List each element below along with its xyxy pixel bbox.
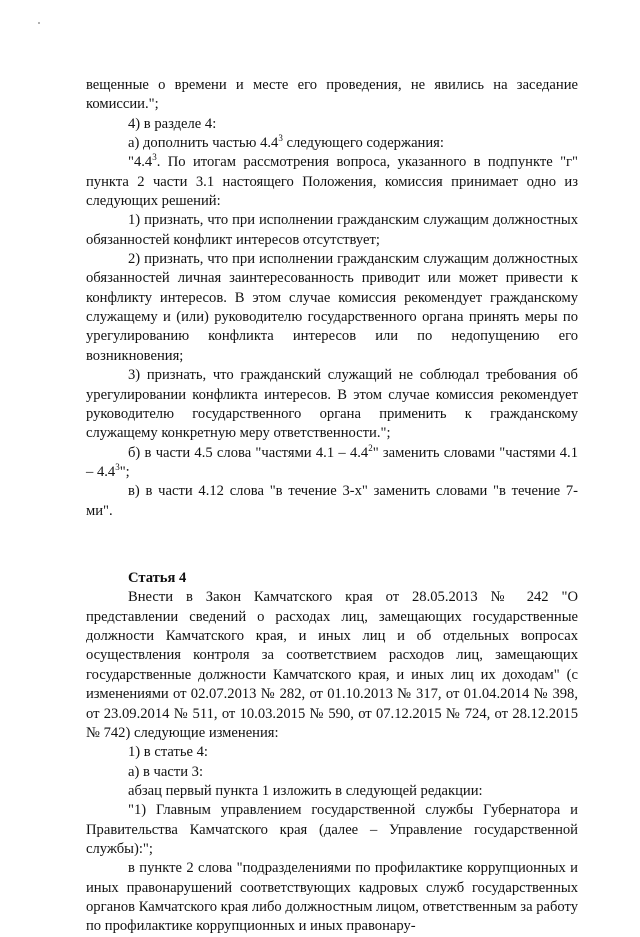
paragraph bbox=[86, 250, 578, 366]
paragraph bbox=[86, 763, 578, 782]
text-run: а) в части 3: bbox=[128, 763, 204, 780]
text-run: "; bbox=[119, 463, 130, 480]
paragraph bbox=[86, 76, 578, 115]
text-run: 2) признать, что при исполнении гражданским служащим должностных обязанностей личная заинтересованность приводит или может привести к конфликту интересов. В этом случае комиссия рекомендует гражданскому служащему и (или) руководителю государственного органа принять меры по урегулированию конфликта интересов или по недопущению его возникновения; bbox=[86, 251, 578, 364]
text-run: следующего содержания: bbox=[282, 135, 444, 152]
scan-speck bbox=[38, 22, 40, 24]
superscript: 3 bbox=[152, 152, 157, 163]
paragraph bbox=[86, 482, 578, 521]
paragraph bbox=[86, 366, 578, 443]
text-run: в) в части 4.12 слова "в течение 3-х" заменить словами "в течение 7-ми". bbox=[86, 483, 578, 519]
paragraph bbox=[86, 588, 578, 743]
text-run: Статья 4 bbox=[128, 570, 187, 587]
paragraph bbox=[86, 782, 578, 801]
text-run: вещенные о времени и месте его проведения, не явились на заседание комиссии."; bbox=[86, 77, 578, 113]
text-run: " заменить словами "частями 4.1 – 4.4 bbox=[86, 444, 579, 480]
text-run: "1) Главным управлением государственной службы Губернатора и Правительства Камчатского края (далее – Управление государственной службы):"; bbox=[86, 802, 578, 857]
paragraph bbox=[86, 134, 578, 153]
paragraph bbox=[86, 211, 578, 250]
paragraph bbox=[86, 859, 578, 936]
document-page bbox=[86, 76, 578, 937]
paragraph bbox=[86, 153, 578, 211]
superscript: 3 bbox=[278, 133, 283, 144]
paragraph bbox=[86, 115, 578, 134]
superscript: 2 bbox=[368, 442, 373, 453]
text-run: б) в части 4.5 слова "частями 4.1 – 4.4 bbox=[128, 444, 369, 461]
text-run: а) дополнить частью 4.4 bbox=[128, 135, 279, 152]
text-run: 4) в разделе 4: bbox=[128, 115, 217, 132]
paragraph bbox=[86, 444, 578, 483]
article-heading bbox=[86, 569, 578, 588]
section-gap bbox=[86, 536, 578, 555]
text-run: 1) в статье 4: bbox=[128, 744, 208, 761]
text-run: в пункте 2 слова "подразделениями по профилактике коррупционных и иных правонарушений соответствующих кадровых служб государственных органов Камчатского края либо должностным лицом, ответственным за работу по профилактике коррупционных и иных правонару- bbox=[86, 860, 578, 935]
text-run: 3) признать, что гражданский служащий не соблюдал требования об урегулировании конфликта интересов. В этом случае комиссия рекомендует руководителю государственного органа применить к гражданскому служащему конкретную меру ответственности."; bbox=[86, 367, 578, 442]
superscript: 3 bbox=[115, 462, 120, 473]
paragraph bbox=[86, 743, 578, 762]
text-run: 1) признать, что при исполнении гражданским служащим должностных обязанностей конфликт интересов отсутствует; bbox=[86, 212, 578, 248]
text-run: "4.4 bbox=[128, 154, 153, 171]
text-run: . По итогам рассмотрения вопроса, указанного в подпункте "г" пункта 2 части 3.1 настоящего Положения, комиссия принимает одно из следующих решений: bbox=[86, 154, 578, 210]
text-run: Внести в Закон Камчатского края от 28.05.2013 № 242 "О представлении сведений о расходах лиц, замещающих государственные должности Камчатского края, и иных лиц и об отдельных вопросах осуществления контроля за соответствием расходов лиц, замещающих государственные должности Камчатского края, и иных лиц их доходам" (с изменениями от 02.07.2013 № 282, от 01.10.2013 № 317, от 01.04.2014 № 398, от 23.09.2014 № 511, от 10.03.2015 № 590, от 07.12.2015 № 724, от 28.12.2015 № 742) следующие изменения: bbox=[86, 589, 578, 741]
text-run: абзац первый пункта 1 изложить в следующей редакции: bbox=[128, 782, 483, 799]
paragraph bbox=[86, 801, 578, 859]
